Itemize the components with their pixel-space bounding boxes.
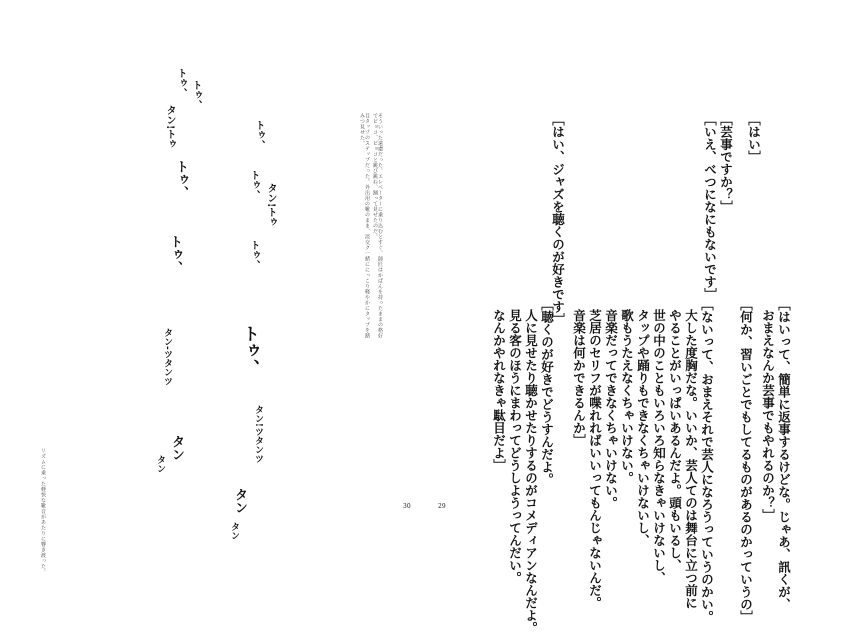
dialogue-line: 大した度胸だな。いいか、芸人てのは舞台に立つ前に <box>683 309 699 609</box>
sound-effect: トゥ、 <box>175 68 186 98</box>
sound-effect: タン <box>169 435 184 461</box>
page-number-left: 30 <box>403 503 411 510</box>
sound-effect: トゥ、 <box>248 240 259 270</box>
dialogue-line: 歌もうたえなくちゃいけない。 <box>619 309 635 484</box>
sound-effect: タン!トゥ <box>265 183 276 228</box>
dialogue-line: 音楽だってできなくちゃいけない。 <box>603 309 619 509</box>
dialogue-line: おまえなんか芸事でもやれるのか？］ <box>760 309 776 522</box>
sound-effect: トゥ、 <box>253 120 264 150</box>
narration-line: 目タップのステップだった。外出用の靴のまま、淡交ク一緒ににっこり軽やかにタップを踏みつ見せた。 <box>359 113 370 339</box>
dialogue-line: ［芸事ですか？］ <box>718 113 734 213</box>
sound-effect: タン <box>155 455 165 473</box>
sound-effect: タン <box>232 488 247 514</box>
page-number-right: 29 <box>438 503 446 510</box>
dialogue-line: 音楽は何かできるんか］ <box>571 309 587 447</box>
dialogue-line: ［はい、ジャズを聴くのが好きです］ <box>550 113 566 326</box>
dialogue-line: ［はい］ <box>746 113 762 163</box>
dialogue-line: 人に見せたり聴かせたりするのがコメディアンなんだよ。 <box>523 309 539 634</box>
dialogue-line: タップや踊りもできなくちゃいけないし、 <box>635 309 651 547</box>
dialogue-line: やることがいっぱいあるんだよ。頭もいるし、 <box>667 309 683 572</box>
dialogue-line: ［聴くのが好きでどうすんだよ。 <box>539 298 555 486</box>
dialogue-line: ［何か、習いごとでもしてるものがあるのかっていうの］ <box>738 298 754 623</box>
dialogue-line: 芝居のセリフが喋れればいいってもんじゃないんだ。 <box>587 309 603 609</box>
sidenote: リズムに乗った軽快な靴音があたりに響き渡った。 <box>40 448 46 575</box>
narration-line: そういった遠慮だった。エレベーターに乗り込むとすぐ、師匠はかばんを持ったままの格好でピョコ、ピョコと跳び跳ね、踊って見せたのだ。 <box>372 113 383 339</box>
sound-effect: タン <box>229 522 239 540</box>
dialogue-line: なんかやれなきゃ駄目だよ］ <box>491 309 507 472</box>
sound-effect <box>262 500 263 503</box>
dialogue-line: 世の中のこともいろいろ知らなきゃいけないし、 <box>651 309 667 584</box>
sound-effect: トゥ、 <box>190 80 201 110</box>
sound-effect: タン!ツタンツ <box>253 405 263 463</box>
dialogue-line: 見る客のほうにまわってどうしようってんだい。 <box>507 309 523 584</box>
dialogue-line: ［ないって、おまえそれで芸人になろうっていうのかい。 <box>699 298 715 623</box>
sound-effect: トゥ、 <box>248 170 259 200</box>
dialogue-line: ［はいって、簡単に返事するけどな。じゃあ、訊くが、 <box>776 298 792 611</box>
sound-effect: トゥ、 <box>167 235 182 274</box>
sound-effect: トゥ、 <box>173 160 188 199</box>
dialogue-line: ［いえ、べつになにもないです］ <box>702 113 718 301</box>
sound-effect: タン!トゥ <box>164 105 175 150</box>
sound-effect: トゥ、 <box>239 325 259 376</box>
sound-effect: タン-ツタンツ <box>162 328 172 386</box>
